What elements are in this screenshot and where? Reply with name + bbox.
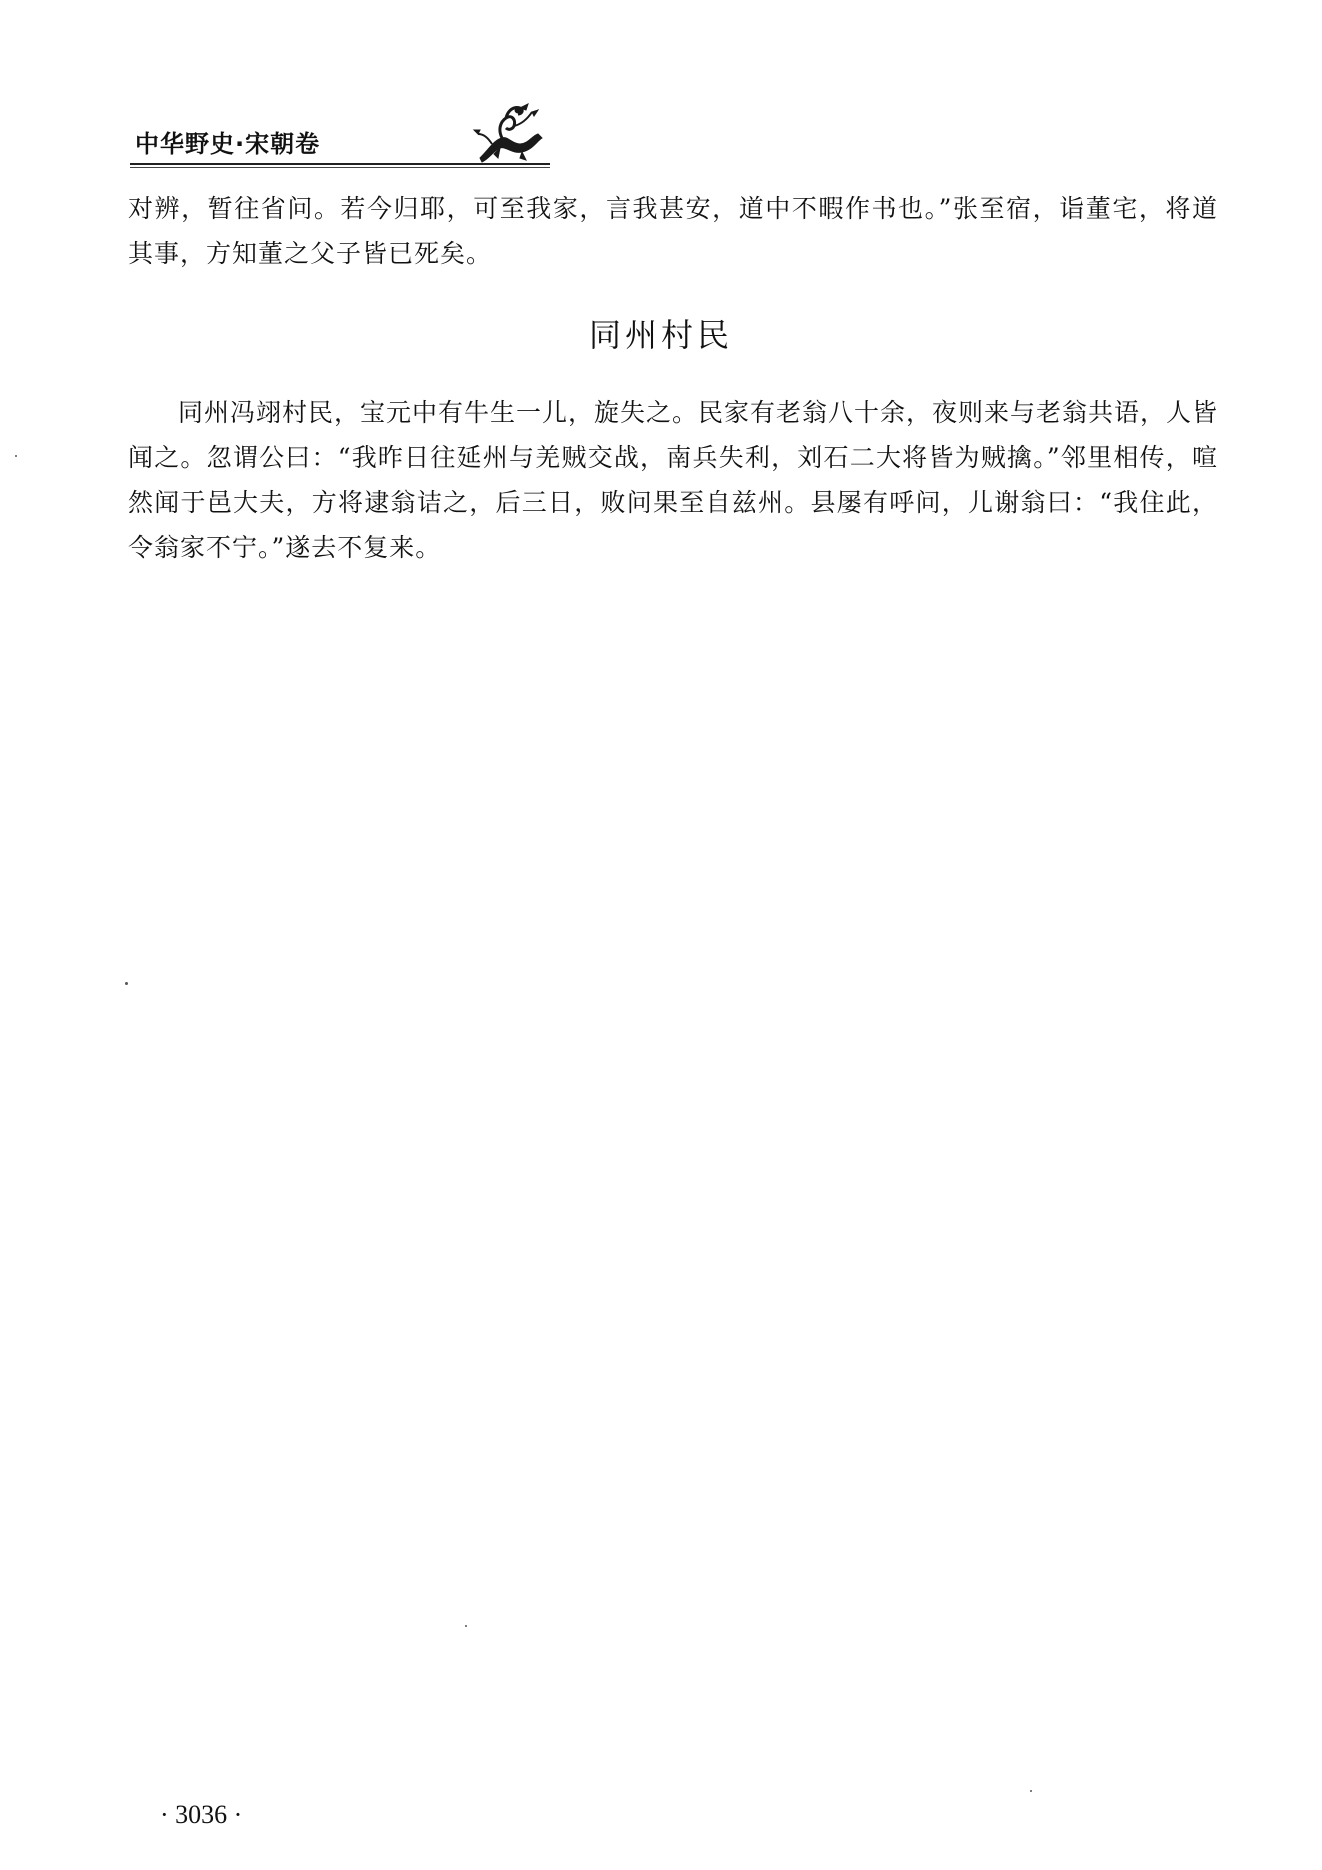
header-rule: [130, 163, 550, 165]
scan-speck: [125, 982, 128, 985]
story-paragraph: 同州冯翊村民，宝元中有牛生一儿，旋失之。民家有老翁八十余，夜则来与老翁共语，人皆闻之。忽谓公曰：“我昨日往延州与羌贼交战，南兵失利，刘石二大将皆为贼擒。”邻里相传，喧然闻于邑大夫，方将逮翁诘之，后三日，败问果至自兹州。县屡有呼问，儿谢翁曰：“我住此，令翁家不宁。”遂去不复来。: [128, 398, 1219, 562]
scan-speck: [465, 1625, 467, 1627]
continuation-paragraph: 对辨，暂往省问。若今归耶，可至我家，言我甚安，道中不暇作书也。”张至宿，诣董宅，将道其事，方知董之父子皆已死矣。: [128, 194, 1218, 268]
header-rule-thin: [130, 167, 550, 168]
page-number: · 3036 ·: [160, 1800, 243, 1829]
book-title: 中华野史·宋朝卷: [135, 130, 321, 158]
scan-speck: [15, 455, 17, 457]
running-header: [130, 100, 550, 170]
dragon-ornament-icon: [472, 100, 548, 164]
section-title: 同州村民: [588, 316, 733, 354]
scan-speck: [1030, 1790, 1032, 1792]
